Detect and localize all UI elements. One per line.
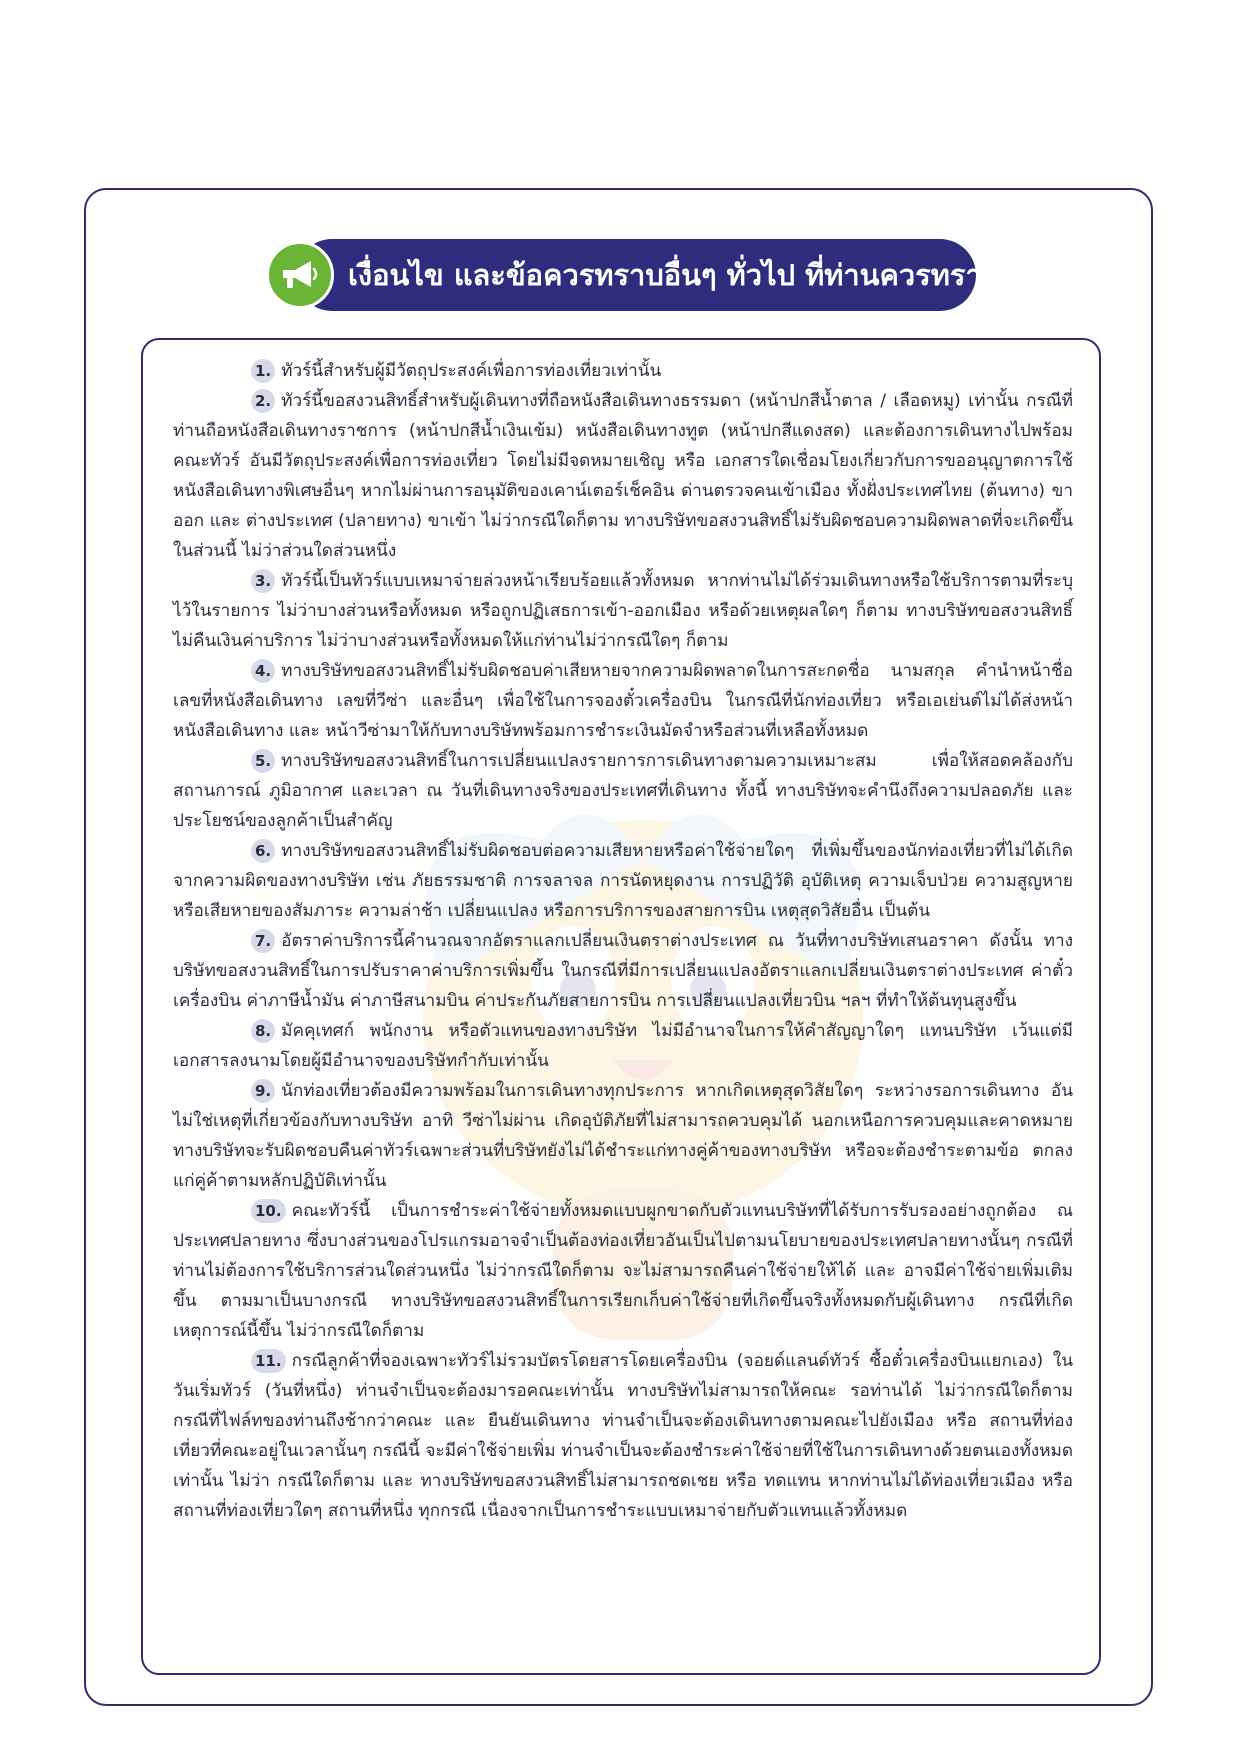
item-text: คณะทัวร์นี้ เป็นการชำระค่าใช้จ่ายทั้งหมดแบบผูกขาดกับตัวแทนบริษัทที่ได้รับการรับรองอย่างถูกต้อง ณ ประเทศปลายทาง ซึ่งบางส่วนของโปรแกรมอาจจำเป็นต้องท่องเที่ยวอันเป็นไปตามนโยบายของประเทศปลายทางนั้นๆ กรณีที่ท่านไม่ต้องการใช้บริการส่วนใดส่วนหนึ่ง ไม่ว่ากรณีใดก็ตาม จะไม่สามารถคืนค่าใช้จ่ายให้ได้ และ อาจมีค่าใช้จ่ายเพิ่มเติมขึ้น ตามมาเป็นบางกรณี ทางบริษัทขอสงวนสิทธิ์ในการเรียกเก็บค่าใช้จ่ายที่เกิดขึ้นจริงทั้งหมดกับผู้เดินทาง กรณีที่เกิดเหตุการณ์นี้ขึ้น ไม่ว่ากรณีใดก็ตาม (173, 1201, 1073, 1341)
list-item (173, 926, 1073, 1016)
item-text: ทางบริษัทขอสงวนสิทธิ์ในการเปลี่ยนแปลงรายการการเดินทางตามความเหมาะสม เพื่อให้สอดคล้องกับ สถานการณ์ ภูมิอากาศ และเวลา ณ วันที่เดินทางจริงของประเทศที่เดินทาง ทั้งนี้ ทางบริษัทจะคำนึงถึงความปลอดภัย และ ประโยชน์ของลูกค้าเป็นสำคัญ (173, 751, 1073, 831)
item-text: ทางบริษัทขอสงวนสิทธิ์ไม่รับผิดชอบต่อความเสียหายหรือค่าใช้จ่ายใดๆ ที่เพิ่มขึ้นของนักท่องเที่ยวที่ไม่ได้เกิดจากความผิดของทางบริษัท เช่น ภัยธรรมชาติ การจลาจล การนัดหยุดงาน การปฏิวัติ อุบัติเหตุ ความเจ็บป่วย ความสูญหายหรือเสียหายของสัมภาระ ความล่าช้า เปลี่ยนแปลง หรือการบริการของสายการบิน เหตุสุดวิสัยอื่น เป็นต้น (173, 841, 1073, 921)
list-item (173, 1196, 1073, 1346)
list-item (173, 356, 1073, 386)
item-number: 10. (251, 1199, 286, 1223)
item-number: 8. (251, 1019, 275, 1043)
item-number: 9. (251, 1079, 275, 1103)
title-banner (266, 239, 1001, 311)
item-number: 2. (251, 389, 275, 413)
list-item (173, 1016, 1073, 1076)
item-number: 11. (251, 1349, 286, 1373)
item-text: ทัวร์นี้ขอสงวนสิทธิ์สำหรับผู้เดินทางที่ถือหนังสือเดินทางธรรมดา (หน้าปกสีน้ำตาล / เลือดหมู) เท่านั้น กรณีที่ท่านถือหนังสือเดินทางราชการ (หน้าปกสีน้ำเงินเข้ม) หนังสือเดินทางทูต (หน้าปกสีแดงสด) และต้องการเดินทางไปพร้อมคณะทัวร์ อันมีวัตถุประสงค์เพื่อการท่องเที่ยว โดยไม่มีจดหมายเชิญ หรือ เอกสารใดเชื่อมโยงเกี่ยวกับการขออนุญาตการใช้หนังสือเดินทางพิเศษอื่นๆ หากไม่ผ่านการอนุมัติของเคาน์เตอร์เช็คอิน ด่านตรวจคนเข้าเมือง ทั้งฝั่งประเทศไทย (ต้นทาง) ขาออก และ ต่างประเทศ (ปลายทาง) ขาเข้า ไม่ว่ากรณีใดก็ตาม ทางบริษัทขอสงวนสิทธิ์ไม่รับผิดชอบความผิดพลาดที่จะเกิดขึ้นในส่วนนี้ ไม่ว่าส่วนใดส่วนหนึ่ง (173, 391, 1073, 561)
item-number: 5. (251, 749, 275, 773)
item-text: อัตราค่าบริการนี้คำนวณจากอัตราแลกเปลี่ยนเงินตราต่างประเทศ ณ วันที่ทางบริษัทเสนอราคา ดังนั้น ทางบริษัทขอสงวนสิทธิ์ในการปรับราคาค่าบริการเพิ่มขึ้น ในกรณีที่มีการเปลี่ยนแปลงอัตราแลกเปลี่ยนเงินตราต่างประเทศ ค่าตั๋ว เครื่องบิน ค่าภาษีน้ำมัน ค่าภาษีสนามบิน ค่าประกันภัยสายการบิน การเปลี่ยนแปลงเที่ยวบิน ฯลฯ ที่ทำให้ต้นทุนสูงขึ้น (173, 931, 1073, 1011)
list-item (173, 1076, 1073, 1196)
item-number: 6. (251, 839, 275, 863)
item-number: 3. (251, 569, 275, 593)
list-item (173, 566, 1073, 656)
list-item (173, 386, 1073, 566)
list-item (173, 836, 1073, 926)
item-text: มัคคุเทศก์ พนักงาน หรือตัวแทนของทางบริษัท ไม่มีอำนาจในการให้คำสัญญาใดๆ แทนบริษัท เว้นแต่มีเอกสารลงนามโดยผู้มีอำนาจของบริษัทกำกับเท่านั้น (173, 1021, 1073, 1071)
item-text: ทัวร์นี้สำหรับผู้มีวัตถุประสงค์เพื่อการท่องเที่ยวเท่านั้น (281, 361, 662, 381)
list-item (173, 746, 1073, 836)
item-number: 4. (251, 659, 275, 683)
item-text: กรณีลูกค้าที่จองเฉพาะทัวร์ไม่รวมบัตรโดยสารโดยเครื่องบิน (จอยด์แลนด์ทัวร์ ซื้อตั๋วเครื่องบินแยกเอง) ในวันเริ่มทัวร์ (วันที่หนึ่ง) ท่านจำเป็นจะต้องมารอคณะเท่านั้น ทางบริษัทไม่สามารถให้คณะ รอท่านได้ ไม่ว่ากรณีใดก็ตาม กรณีที่ไฟล์ทของท่านถึงช้ากว่าคณะ และ ยืนยันเดินทาง ท่านจำเป็นจะต้องเดินทางตามคณะไปยังเมือง หรือ สถานที่ท่องเที่ยวที่คณะอยู่ในเวลานั้นๆ กรณีนี้ จะมีค่าใช้จ่ายเพิ่ม ท่านจำเป็นจะต้องชำระค่าใช้จ่ายที่ใช้ในการเดินทางด้วยตนเองทั้งหมดเท่านั้น ไม่ว่า กรณีใดก็ตาม และ ทางบริษัทขอสงวนสิทธิ์ไม่สามารถชดเชย หรือ ทดแทน หากท่านไม่ได้ท่องเที่ยวเมือง หรือ สถานที่ท่องเที่ยวใดๆ สถานที่หนึ่ง ทุกกรณี เนื่องจากเป็นการชำระแบบเหมาจ่ายกับตัวแทนแล้วทั้งหมด (173, 1351, 1073, 1521)
item-number: 1. (251, 359, 275, 383)
item-text: ทัวร์นี้เป็นทัวร์แบบเหมาจ่ายล่วงหน้าเรียบร้อยแล้วทั้งหมด หากท่านไม่ได้ร่วมเดินทางหรือใช้บริการตามที่ระบุไว้ในรายการ ไม่ว่าบางส่วนหรือทั้งหมด หรือถูกปฏิเสธการเข้า-ออกเมือง หรือด้วยเหตุผลใดๆ ก็ตาม ทางบริษัทขอสงวนสิทธิ์ไม่คืนเงินค่าบริการ ไม่ว่าบางส่วนหรือทั้งหมดให้แก่ท่านไม่ว่ากรณีใดๆ ก็ตาม (173, 571, 1073, 651)
item-number: 7. (251, 929, 275, 953)
item-text: ทางบริษัทขอสงวนสิทธิ์ไม่รับผิดชอบค่าเสียหายจากความผิดพลาดในการสะกดชื่อ นามสกุล คำนำหน้าชื่อ เลขที่หนังสือเดินทาง เลขที่วีซ่า และอื่นๆ เพื่อใช้ในการจองตั๋วเครื่องบิน ในกรณีที่นักท่องเที่ยว หรือเอเย่นต์ไม่ได้ส่งหน้าหนังสือเดินทาง และ หน้าวีซ่ามาให้กับทางบริษัทพร้อมการชำระเงินมัดจำหรือส่วนที่เหลือทั้งหมด (173, 661, 1073, 741)
list-item (173, 656, 1073, 746)
page-title: เงื่อนไข และข้อควรทราบอื่นๆ ทั่วไป ที่ท่านควรทราบ (348, 258, 1001, 292)
conditions-list (173, 356, 1073, 1526)
list-item (173, 1346, 1073, 1526)
conditions-panel (141, 338, 1101, 1675)
megaphone-icon (266, 241, 334, 309)
item-text: นักท่องเที่ยวต้องมีความพร้อมในการเดินทางทุกประการ หากเกิดเหตุสุดวิสัยใดๆ ระหว่างรอการเดินทาง อันไม่ใช่เหตุที่เกี่ยวข้องกับทางบริษัท อาทิ วีซ่าไม่ผ่าน เกิดอุบัติภัยที่ไม่สามารถควบคุมได้ นอกเหนือการควบคุมและคาดหมาย ทางบริษัทจะรับผิดชอบคืนค่าทัวร์เฉพาะส่วนที่บริษัทยังไม่ได้ชำระแก่ทางคู่ค้าของทางบริษัท หรือจะต้องชำระตามข้อ ตกลงแก่คู่ค้าตามหลักปฏิบัติเท่านั้น (173, 1081, 1073, 1191)
